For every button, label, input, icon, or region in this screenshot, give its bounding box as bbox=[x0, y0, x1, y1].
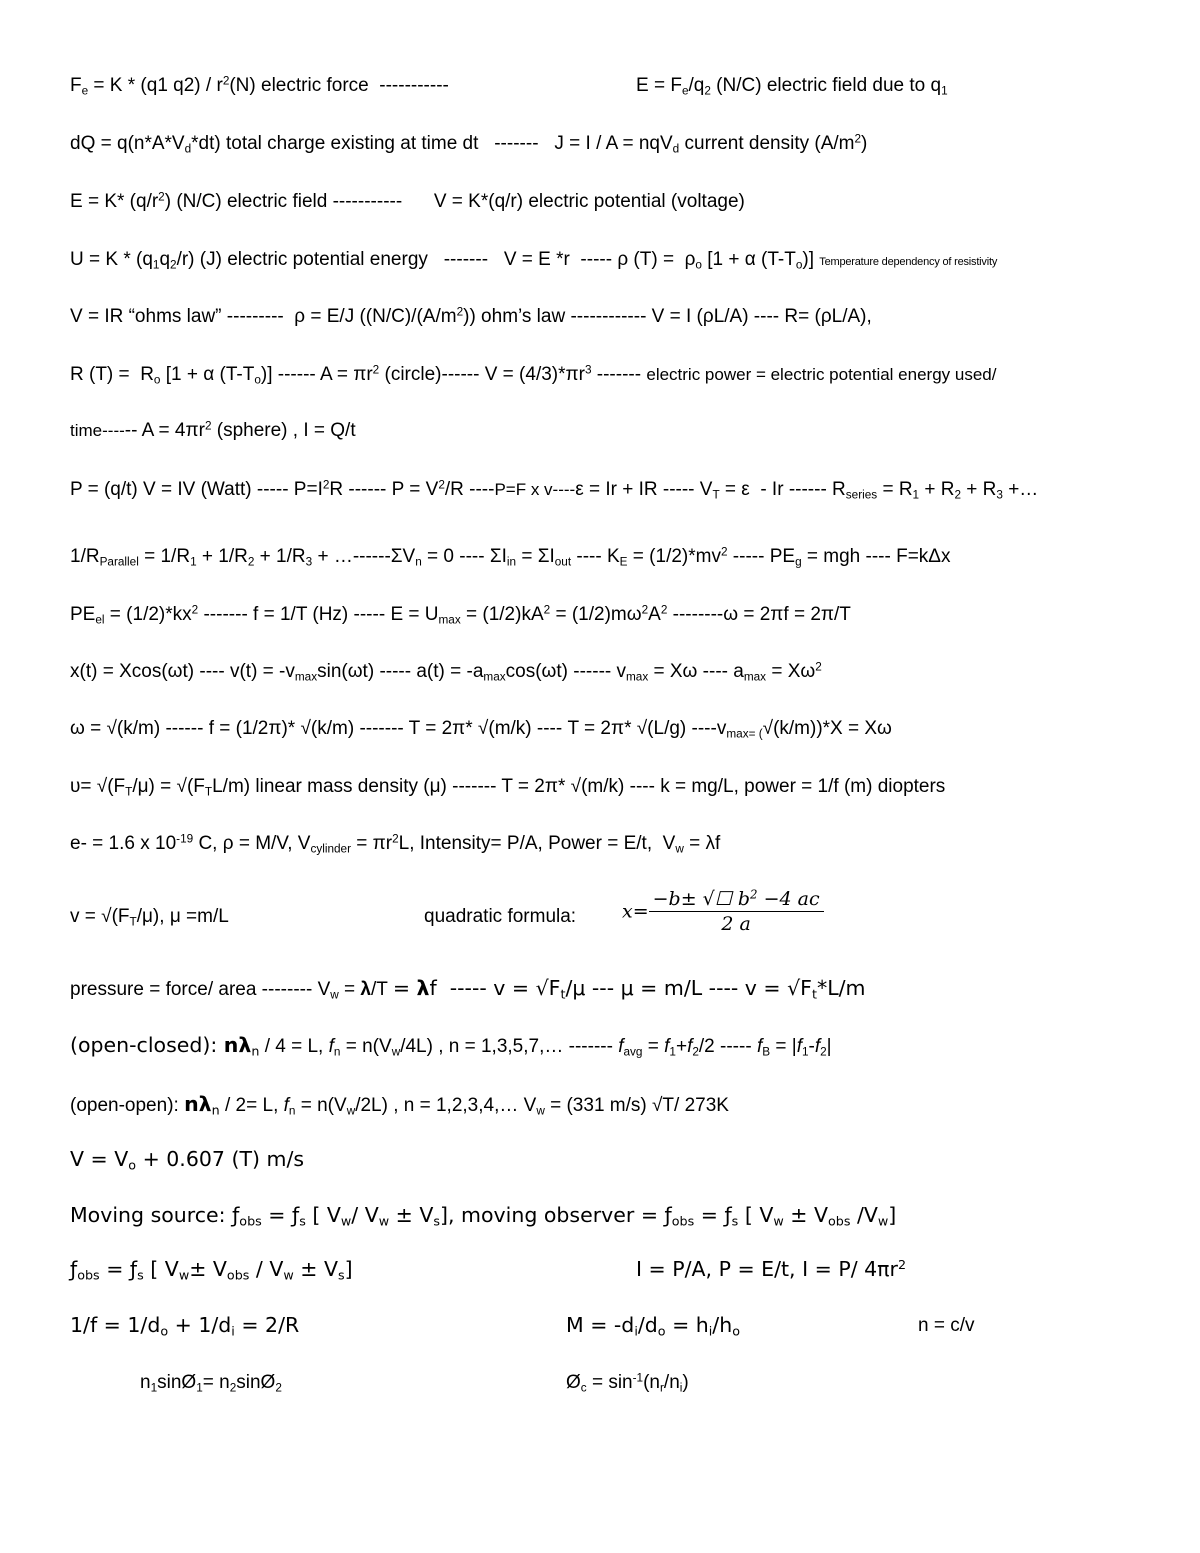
formula-line-6: R $(T) = R_o$ [1 + α $(T-T_o)$] ------ $A = \pi r^2$ (circle)------ $V = (4/3)*\pi r^3$ ------- electric power = electric potential energy used/ bbox=[70, 363, 997, 387]
electric-field-due-to-q1-formula: $E = F_e/q_2$ (N/C) electric field due to $q_1$ bbox=[636, 75, 948, 98]
formula-line-13: $\upsilon= √(F_T/\mu) = √(F_TL/m)$ linear mass density (μ) ------- T = 2π* √(m/k) ---- k = mg/L, power = 1/f (m) diopters bbox=[70, 776, 946, 799]
quadratic-numerator: −b± √☐ $b^2 -4$ ac bbox=[649, 890, 824, 912]
magnification-formula: $M = -d_i/d_o = h_i/h_o$ bbox=[566, 1313, 740, 1339]
snells-law-formula: $n_1\sin Ø_1=$ $n_2\sin Ø_2$ bbox=[140, 1372, 282, 1395]
formula-line-19: $V = V_o + 0.607$ (T) m/s bbox=[70, 1147, 305, 1173]
formula-line-16: pressure = force/ area -------- $V_w = \lambda/T = \lambda f$ ----- $v = √F_t/\mu$ --- μ = m/L ---- $v = √F_t*L/m$ bbox=[70, 976, 866, 1002]
formula-line-10: $PE_{el} = (1/2)*kx^2$ ------- f = 1/T (Hz) ----- $E = U_{max} = (1/2)kA^2 = (1/2)m\omega^2A^2$ --------ω = 2πf = 2π/T bbox=[70, 603, 851, 627]
thin-lens-formula: $1/f = 1/d_o + 1/d_i = 2/R$ bbox=[70, 1313, 300, 1339]
formula-line-11: x(t) = Xcos(ωt) ---- $v(t) = -v_{max}\sin(\omega t)$ ----- $a(t) = -a_{max}\cos(\omega t)$ ------ $v_{max} = X\omega$ ---- $a_{max} = X\omega^2$ bbox=[70, 660, 822, 684]
quadratic-x-equals: x= bbox=[622, 900, 649, 923]
refractive-index-formula: n = c/v bbox=[918, 1315, 975, 1336]
formula-line-1 bbox=[70, 74, 449, 98]
formula-line-9: $1/R_{Parallel} = 1/R_1 + 1/R_2 + 1/R_3$ + $\dots------\Sigma V_n = 0$ ---- $\Sigma I_{in} = \Sigma I_{out}$ ---- $K_E = (1/2)*mv^2$ ----- $PE_g$ = mgh ---- F=kΔx bbox=[70, 545, 951, 569]
doppler-combined-formula: $ƒ_{obs}$ = $ƒ_s$ [ $V_w\pm V_{obs} / V_w \pm V_s$] bbox=[70, 1257, 353, 1283]
formula-line-14: e- = 1.6 x $10^{-19}$ C, ρ = M/V, $V_{cylinder} = \pi r^2L$, Intensity= P/A, Power = E/t, $V_w = \lambda f$ bbox=[70, 832, 721, 856]
quadratic-denominator: 2 a bbox=[721, 913, 751, 935]
formula-line-15: $v = √(F_T/\mu)$, μ =m/L bbox=[70, 906, 229, 929]
critical-angle-formula: $Ø_c = \sin^{-1}(n_r/n_i)$ bbox=[566, 1371, 689, 1395]
formula-line-8: P = (q/t) V = IV (Watt) ----- $P=I^2R$ ------ $P = V^2/R$ ----P=F x v----ε = Ir + IR ----- $V_T = \varepsilon - Ir$ ------ $R_{series} = R_1 + R_2 + R_3$ +… bbox=[70, 478, 1039, 502]
formula-line-17: (open-closed): $n\lambda_n / 4 = L$, $f_n = n(V_w/4L)$ , n = 1,3,5,7,… ------- $f_{avg} = f_1+f_2/2$ ----- $f_B = |f_1-f_2|$ bbox=[70, 1033, 832, 1059]
formula-line-18: (open-open): $n\lambda_n / 2= L$, $f_n = n(V_w/2L)$ , n = 1,2,3,4,… $V_w = (331$ m/s) √T/ 273K bbox=[70, 1092, 729, 1118]
formula-line-12: ω = √(k/m) ------ f = (1/2π)* √(k/m) ------- T = 2π* √(m/k) ---- T = 2π* √(L/g) $----v_{max= (}√(k/m))*X = X\omega$ bbox=[70, 718, 892, 741]
intensity-formula: I = P/A, P = E/t, I = P/ $4\pi r^2$ bbox=[636, 1257, 907, 1281]
quadratic-fraction bbox=[649, 887, 824, 935]
formula-line-4: $U = K * (q_1q_2/r)$ (J) electric potential energy ------- V = E *r ----- ρ $(T) = \rho_o$ [1 + α $(T-T_o)$] Temperature dependency of resistivity bbox=[70, 249, 998, 272]
formula-line-2: dQ = $q(n*A*V_d*dt)$ total charge existing at time dt ------- J = I / A = nqV$_d$ current density $(A/m^2)$ bbox=[70, 132, 868, 156]
formula-line-5: V = IR “ohms law” --------- ρ = E/J $((N/C)/(A/m^2))$ ohm’s law ------------ V = I (ρL/A) ---- R= (ρL/A), bbox=[70, 305, 872, 327]
electric-force-formula: $F_e = K * (q1$ $q2) / r^2(N)$ electric force ----------- bbox=[70, 74, 449, 98]
quadratic-formula-label: quadratic formula: bbox=[424, 906, 577, 927]
formula-line-20: Moving source: $ƒ_{obs}$ = $ƒ_s$ [ $V_w/$ $V_w \pm V_s$], moving observer = $ƒ_{obs}$ = $ƒ_s$ [ $V_w \pm V_{obs}$ $/V_w$] bbox=[70, 1203, 897, 1229]
formula-line-3: E = K* $(q/r^2)$ (N/C) electric field ----------- V = K*(q/r) electric potential (voltage) bbox=[70, 190, 745, 212]
formula-line-7: time------ $A = 4\pi r^2$ (sphere) , I = Q/t bbox=[70, 419, 356, 441]
quadratic-formula-equation bbox=[622, 887, 824, 935]
